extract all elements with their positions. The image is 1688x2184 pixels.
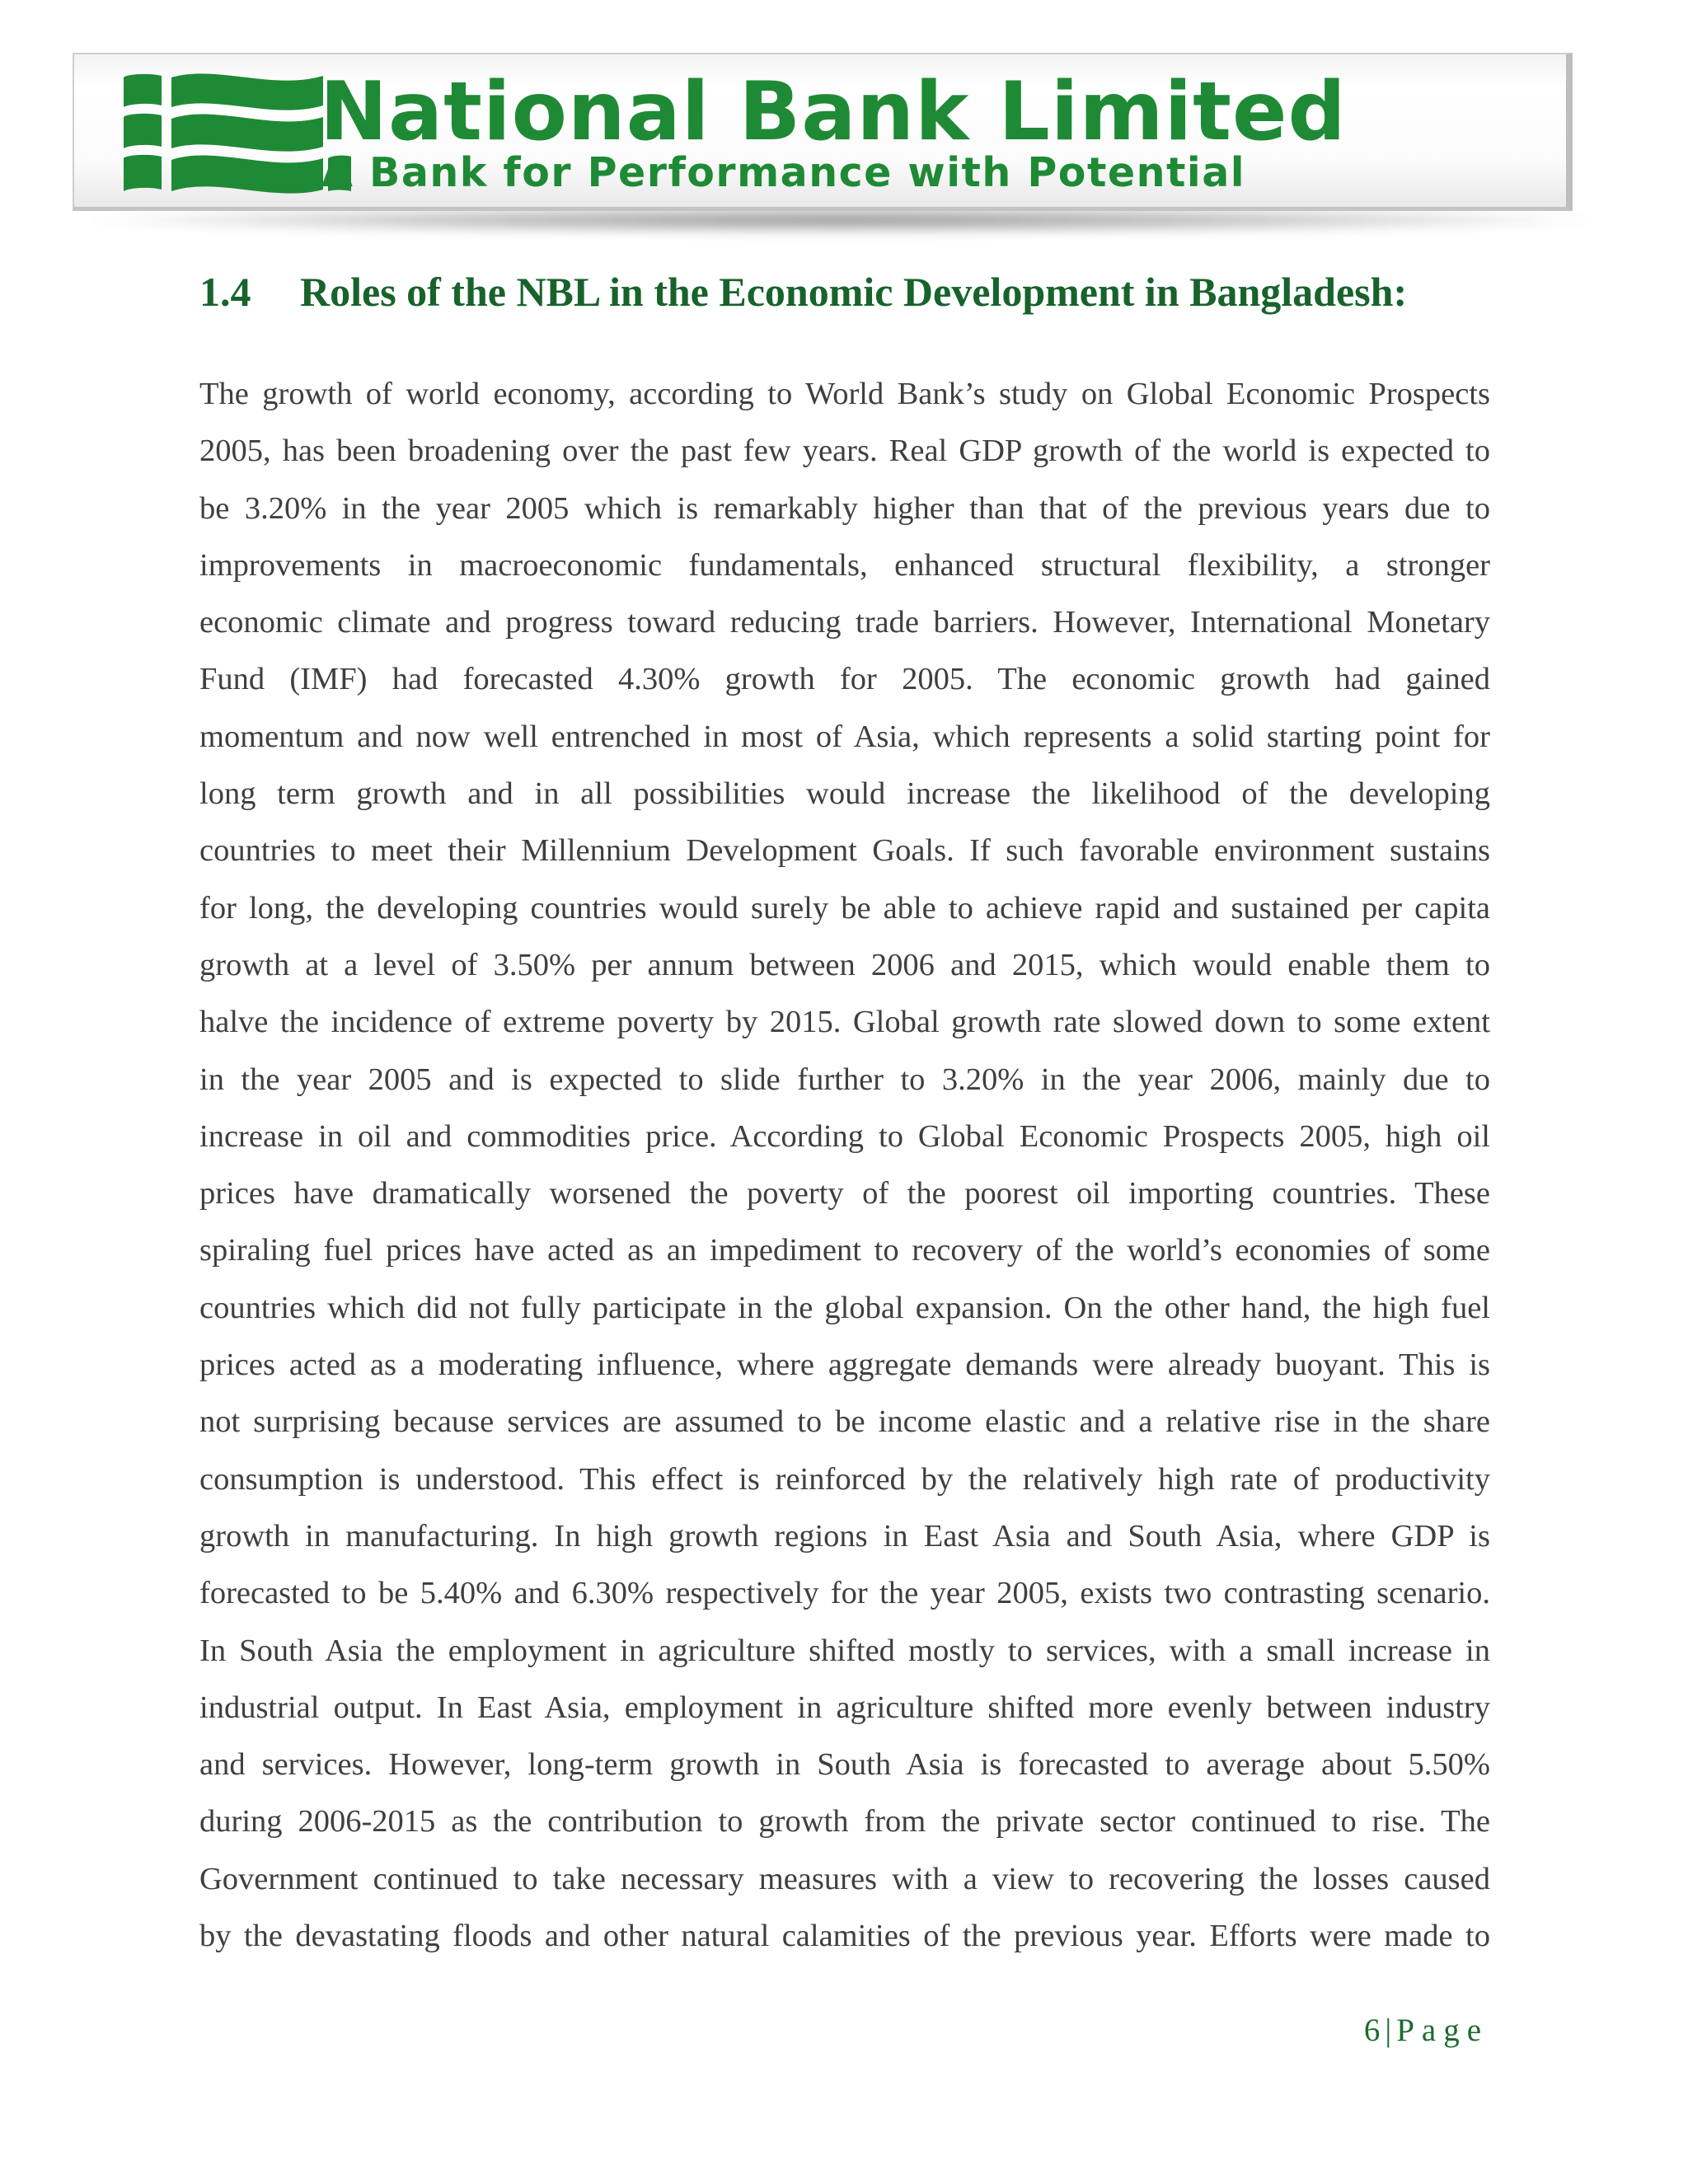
body-line xyxy=(199,1623,1490,1680)
section-number: 1.4 xyxy=(199,269,251,315)
body-line-text: growth at a level of 3.50% per annum between 2006 and 2015, which would enable them to xyxy=(199,947,1490,982)
body-line xyxy=(199,1108,1490,1165)
body-line-text: long term growth and in all possibilities would increase the likelihood of the developing xyxy=(199,776,1490,812)
body-line xyxy=(199,709,1490,766)
page-separator: | xyxy=(1385,2013,1392,2048)
body-line-text: increase in oil and commodities price. According to Global Economic Prospects 2005, high oil xyxy=(199,1118,1490,1154)
body-line xyxy=(199,594,1490,651)
body-line-text: by the devastating floods and other natural calamities of the previous year. Efforts were made to xyxy=(199,1919,1490,1954)
body-line-text: prices acted as a moderating influence, where aggregate demands were already buoyant. This is xyxy=(199,1347,1490,1383)
body-line-text: forecasted to be 5.40% and 6.30% respectively for the year 2005, exists two contrasting scenario. xyxy=(199,1576,1490,1611)
body-line xyxy=(199,1451,1490,1508)
body-line-text: countries which did not fully participate in the global expansion. On the other hand, the high fuel xyxy=(199,1290,1490,1325)
body-line-text: improvements in macroeconomic fundamentals, enhanced structural flexibility, a stronger xyxy=(199,547,1490,583)
body-line xyxy=(199,651,1490,708)
body-line-text: not surprising because services are assumed to be income elastic and a relative rise in the share xyxy=(199,1404,1490,1440)
header-banner xyxy=(73,53,1573,211)
body-line xyxy=(199,1222,1490,1279)
body-line xyxy=(199,1680,1490,1736)
body-line-text: economic climate and progress toward reducing trade barriers. However, International Monetary xyxy=(199,605,1490,640)
nbl-wave-logo-icon xyxy=(117,69,353,201)
body-line-text: for long, the developing countries would surely be able to achieve rapid and sustained per capita xyxy=(199,890,1490,926)
body-line-text: 2005, has been broadening over the past few years. Real GDP growth of the world is expected to xyxy=(199,434,1490,469)
body-line xyxy=(199,1508,1490,1565)
body-paragraph xyxy=(199,366,1490,1965)
body-line xyxy=(199,994,1490,1051)
body-line xyxy=(199,1165,1490,1222)
bank-tagline: A Bank for Performance with Potential xyxy=(321,149,1246,196)
body-line xyxy=(199,537,1490,594)
body-line xyxy=(199,1280,1490,1337)
body-line-text: halve the incidence of extreme poverty by 2015. Global growth rate slowed down to some extent xyxy=(199,1005,1490,1040)
body-line xyxy=(199,1565,1490,1622)
body-line-text: growth in manufacturing. In high growth regions in East Asia and South Asia, where GDP is xyxy=(199,1518,1490,1554)
body-line xyxy=(199,1736,1490,1793)
body-line-text: during 2006-2015 as the contribution to growth from the private sector continued to rise. The xyxy=(199,1804,1490,1840)
body-line-text: industrial output. In East Asia, employment in agriculture shifted more evenly between industry xyxy=(199,1690,1490,1725)
page-footer xyxy=(1364,2008,1489,2054)
body-line xyxy=(199,880,1490,937)
body-line-text: in the year 2005 and is expected to slide further to 3.20% in the year 2006, mainly due to xyxy=(199,1062,1490,1097)
body-line-text: spiraling fuel prices have acted as an impediment to recovery of the world’s economies of some xyxy=(199,1233,1490,1268)
body-line xyxy=(199,480,1490,537)
page-label: Page xyxy=(1396,2013,1489,2048)
body-line xyxy=(199,766,1490,823)
body-line-text: momentum and now well entrenched in most of Asia, which represents a solid starting point for xyxy=(199,719,1490,754)
body-line-text: The growth of world economy, according to World Bank’s study on Global Economic Prospects xyxy=(199,377,1490,411)
body-line-text: In South Asia the employment in agriculture shifted mostly to services, with a small increase in xyxy=(199,1633,1490,1668)
body-line-text: consumption is understood. This effect is reinforced by the relatively high rate of productivity xyxy=(199,1461,1490,1497)
body-line-text: countries to meet their Millennium Development Goals. If such favorable environment sustains xyxy=(199,833,1490,869)
section-heading xyxy=(199,262,1518,321)
body-line xyxy=(199,366,1490,423)
body-line xyxy=(199,823,1490,879)
body-line xyxy=(199,937,1490,994)
body-line-text: and services. However, long-term growth in South Asia is forecasted to average about 5.50% xyxy=(199,1747,1490,1783)
page-number: 6 xyxy=(1363,2013,1381,2048)
body-line xyxy=(199,1908,1490,1965)
body-line xyxy=(199,1052,1490,1108)
body-line-text: Government continued to take necessary measures with a view to recovering the losses caused xyxy=(199,1861,1490,1896)
section-title: Roles of the NBL in the Economic Development in Bangladesh: xyxy=(300,269,1408,315)
body-line-text: Fund (IMF) had forecasted 4.30% growth for 2005. The economic growth had gained xyxy=(199,662,1490,697)
body-line xyxy=(199,1793,1490,1850)
bank-name: National Bank Limited xyxy=(320,65,1347,159)
body-line-text: be 3.20% in the year 2005 which is remarkably higher than that of the previous years due to xyxy=(199,490,1490,526)
body-line xyxy=(199,1851,1490,1908)
body-line xyxy=(199,423,1490,480)
body-line xyxy=(199,1337,1490,1394)
body-line-text: prices have dramatically worsened the poverty of the poorest oil importing countries. These xyxy=(199,1176,1490,1212)
body-line xyxy=(199,1394,1490,1451)
